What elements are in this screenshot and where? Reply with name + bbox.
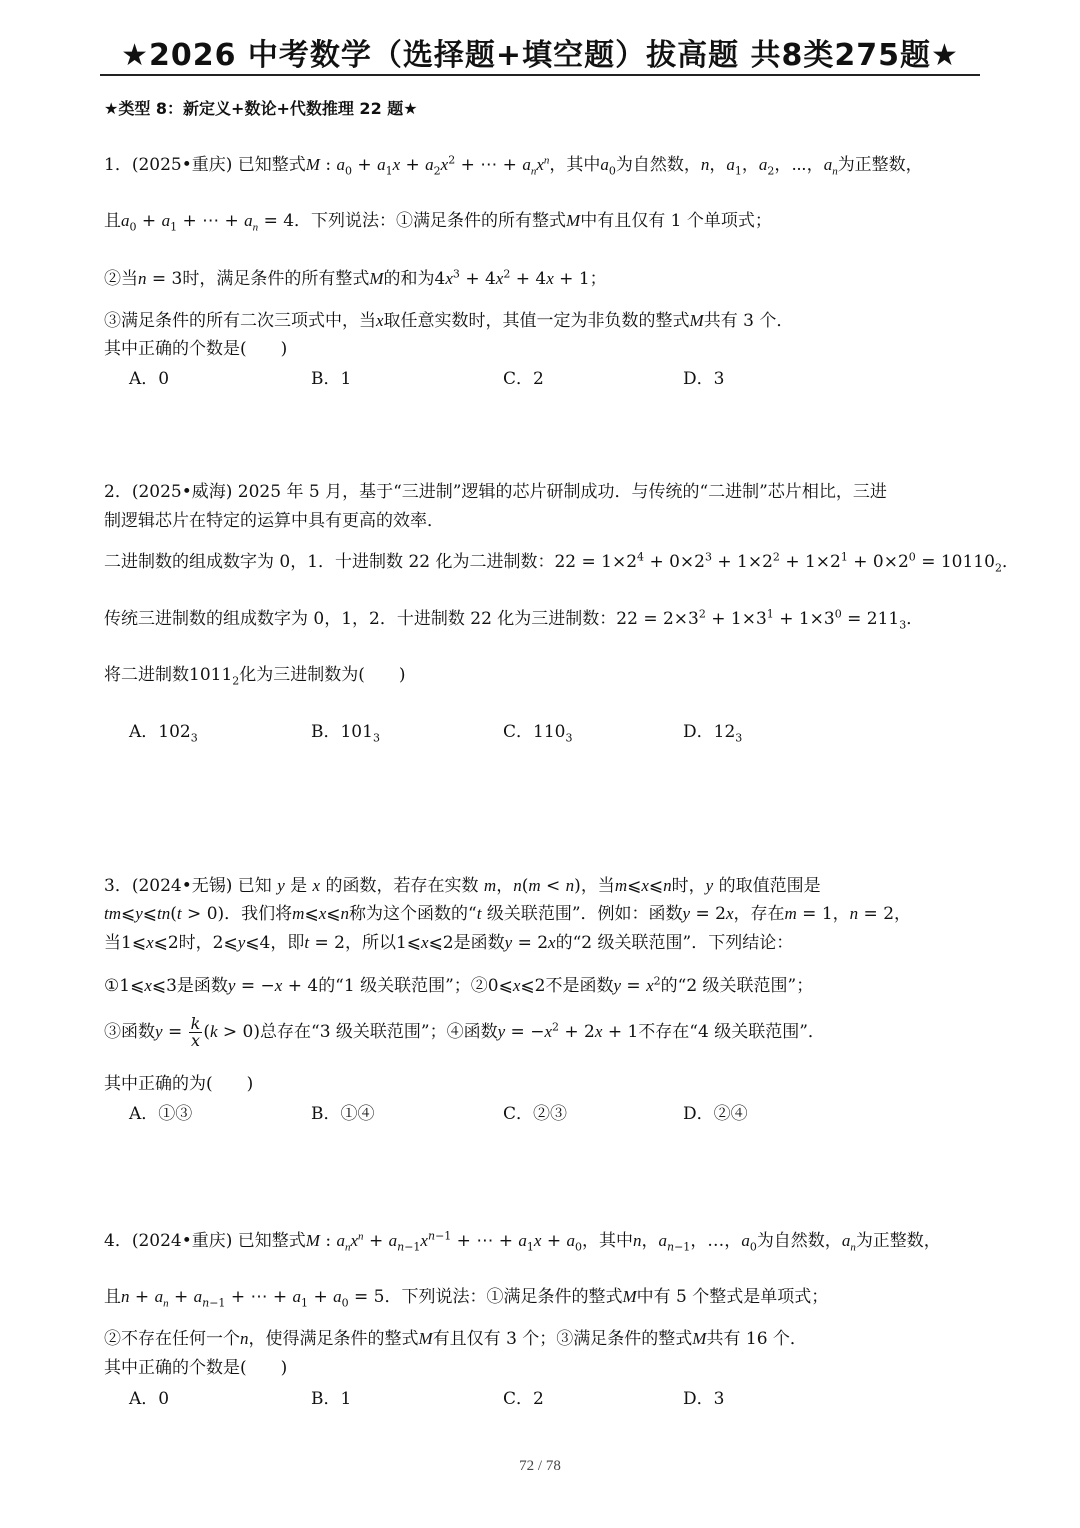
q2-line-1: 2．(2025•威海) 2025 年 5 月，基于“三进制”逻辑的芯片研制成功．与传统的“二进制”芯片相比，三进 bbox=[104, 482, 887, 502]
q2-option-d: D．$12_3$ bbox=[683, 722, 743, 745]
q4-option-b: B．1 bbox=[311, 1389, 352, 1409]
title-divider bbox=[100, 74, 980, 76]
q2-option-c: C．$110_3$ bbox=[503, 722, 573, 745]
q2-line-3: 二进制数的组成数字为 0，1．十进制数 22 化为二进制数：$22 = 1\times 2^4 + 0\times 2^3 + 1\times 2^2 + 1\times 2^1 + 0\times 2^0 = 10110_2$． bbox=[104, 550, 1019, 575]
q4-option-d: D．3 bbox=[683, 1389, 725, 1409]
q3-option-d: D．②④ bbox=[683, 1104, 748, 1124]
q4-line-2: 且$n + a_n + a_{n-1}$ + ⋯ + $a_1 + a_0 = 5$．下列说法：①满足条件的整式M中有 5 个整式是单项式； bbox=[104, 1287, 829, 1310]
q2-line-2: 制逻辑芯片在特定的运算中具有更高的效率． bbox=[104, 511, 444, 531]
page-title: ★2026 中考数学（选择题+填空题）拔高题 共8类275题★ bbox=[121, 38, 959, 73]
q1-line-1: 1．(2025•重庆) 已知整式M : $a_0 + a_1x + a_2x^2$ + ⋯ + $a_nx^n$，其中$a_0$为自然数，n，$a_1$，$a_2$，⋯，$a_n$为正整数， bbox=[104, 153, 923, 178]
q4-option-c: C．2 bbox=[503, 1389, 544, 1409]
q1-option-c: C．2 bbox=[503, 369, 544, 389]
q3-line-2: tm⩽y⩽tn(t > 0)．我们将m⩽x⩽n称为这个函数的“t 级关联范围”．例如：函数y = 2x，存在m = 1，n = 2， bbox=[104, 904, 912, 924]
q4-line-3: ②不存在任何一个n，使得满足条件的整式M有且仅有 3 个；③满足条件的整式M共有 16 个． bbox=[104, 1329, 807, 1349]
page-number: 72 / 78 bbox=[519, 1458, 561, 1474]
q3-line-3: 当1⩽x⩽2时，2⩽y⩽4，即t = 2，所以1⩽x⩽2是函数y = 2x的“2 级关联范围”．下列结论： bbox=[104, 933, 794, 953]
q1-line-3: ②当n = 3时，满足条件的所有整式M的和为$4x^3 + 4x^2 + 4x + 1$； bbox=[104, 267, 607, 289]
q1-line-4: ③满足条件的所有二次三项式中，当x取任意实数时，其值一定为非负数的整式M共有 3 个． bbox=[104, 311, 794, 331]
q2-prompt: 将二进制数$1011_2$化为三进制数为( ) bbox=[104, 665, 406, 688]
q3-line-5: ③函数y = $\frac{k}{x}$ (k > 0)总存在“3 级关联范围”；④函数$y = -x^2 + 2x + 1$不存在“4 级关联范围”． bbox=[104, 1014, 825, 1050]
section-heading: ★类型 8：新定义+数论+代数推理 22 题★ bbox=[104, 99, 418, 118]
q1-option-a: A．0 bbox=[129, 369, 170, 389]
q3-option-a: A．①③ bbox=[129, 1104, 193, 1124]
fraction-k-over-x: $\frac{k}{x}$ bbox=[190, 1014, 201, 1050]
q4-line-1: 4．(2024•重庆) 已知整式M : $a_nx^n + a_{n-1}x^{n-1}$ + ⋯ + $a_1x + a_0$，其中n，$a_{n-1}$，…，$a_0$为自然数，$a_n$为正整数， bbox=[104, 1229, 941, 1254]
q3-option-b: B．①④ bbox=[311, 1104, 375, 1124]
q3-prompt: 其中正确的为( ) bbox=[104, 1074, 254, 1094]
q4-prompt: 其中正确的个数是( ) bbox=[104, 1358, 288, 1378]
q1-option-b: B．1 bbox=[311, 369, 352, 389]
q2-line-4: 传统三进制数的组成数字为 0，1，2．十进制数 22 化为三进制数：$22 = 2\times 3^2 + 1\times 3^1 + 1\times 3^0 = 211_3$． bbox=[104, 607, 924, 632]
q2-option-b: B．$101_3$ bbox=[311, 722, 380, 745]
q4-option-a: A．0 bbox=[129, 1389, 170, 1409]
q3-option-c: C．②③ bbox=[503, 1104, 568, 1124]
q3-line-1: 3．(2024•无锡) 已知 y 是 x 的函数，若存在实数 m，n(m < n)，当m⩽x⩽n时，y 的取值范围是 bbox=[104, 876, 821, 896]
q1-option-d: D．3 bbox=[683, 369, 725, 389]
q3-line-4: ①1⩽x⩽3是函数y = −x + 4的“1 级关联范围”；②0⩽x⩽2不是函数$y = x^2$的“2 级关联范围”； bbox=[104, 974, 814, 996]
q1-line-2: 且$a_0 + a_1$ + ⋯ + $a_n = 4$．下列说法：①满足条件的所有整式M中有且仅有 1 个单项式； bbox=[104, 211, 772, 234]
q2-option-a: A．$102_3$ bbox=[129, 722, 198, 745]
q1-prompt: 其中正确的个数是( ) bbox=[104, 339, 288, 359]
